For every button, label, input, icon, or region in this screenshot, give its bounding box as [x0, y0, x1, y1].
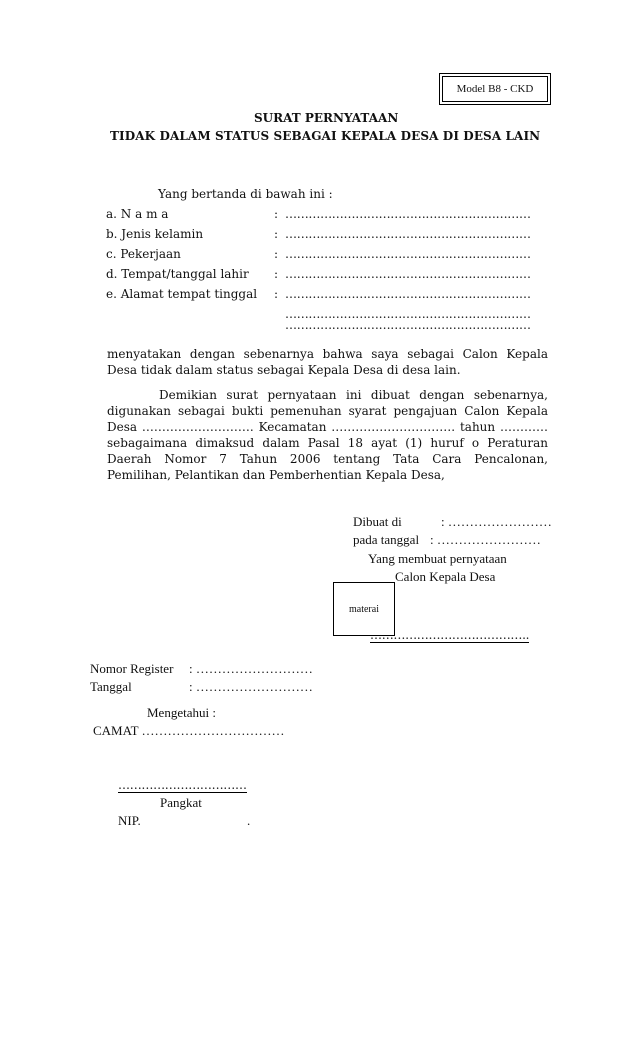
- camat-line: CAMAT ……………………………: [93, 723, 285, 738]
- date-value: : ……………………: [430, 532, 541, 547]
- intro-text: Yang bertanda di bawah ini :: [158, 187, 333, 201]
- field-label-birth: d. Tempat/tanggal lahir: [106, 267, 249, 281]
- statement-line: menyatakan dengan sebenarnya bahwa saya sebagai Calon Kepala: [107, 347, 548, 361]
- closing-line: Demikian surat pernyataan ini dibuat dengan sebenarnya,: [159, 388, 548, 402]
- field-value-address: ………………………………………………………: [285, 287, 531, 301]
- place-label: Dibuat di: [353, 514, 402, 529]
- field-label-address: e. Alamat tempat tinggal: [106, 287, 258, 301]
- maker-signature-line: …………………………………..: [370, 628, 530, 642]
- field-value-name: ………………………………………………………: [285, 207, 531, 221]
- field-sep: :: [274, 227, 279, 241]
- field-value-address-line2: ………………………………………………………: [285, 307, 531, 321]
- closing-line: sebagaimana dimaksud dalam Pasal 18 ayat (1) huruf o Peraturan: [107, 436, 548, 450]
- statement-line: Desa tidak dalam status sebagai Kepala Desa di desa lain.: [107, 363, 461, 377]
- field-value-address-line3: ………………………………………………………: [285, 318, 531, 332]
- field-sep: :: [274, 267, 279, 281]
- document-title: SURAT PERNYATAAN: [254, 111, 399, 125]
- nip-label: NIP.: [118, 813, 141, 828]
- model-code: Model B8 - CKD: [456, 83, 534, 95]
- field-sep: :: [274, 287, 279, 301]
- closing-line: digunakan sebagai bukti pemenuhan syarat pengajuan Calon Kepala: [107, 404, 548, 418]
- document-subtitle: TIDAK DALAM STATUS SEBAGAI KEPALA DESA DI DESA LAIN: [110, 129, 541, 143]
- register-number-value: : ………………………: [189, 661, 313, 676]
- field-sep: :: [274, 207, 279, 221]
- date-label: pada tanggal: [353, 532, 420, 547]
- field-label-occupation: c. Pekerjaan: [106, 247, 181, 261]
- materai-label: materai: [349, 603, 379, 615]
- field-value-occupation: ………………………………………………………: [285, 247, 531, 261]
- field-value-birth: ………………………………………………………: [285, 267, 531, 281]
- field-sep: :: [274, 247, 279, 261]
- rank-label: Pangkat: [160, 795, 202, 810]
- camat-signature-line: ……………………………: [118, 778, 247, 792]
- field-label-gender: b. Jenis kelamin: [106, 227, 204, 241]
- statement-paragraph: [107, 346, 548, 378]
- place-value: : ……………………: [441, 514, 552, 529]
- closing-line: Daerah Nomor 7 Tahun 2006 tentang Tata Cara Pencalonan,: [107, 452, 548, 466]
- register-number-label: Nomor Register: [90, 661, 174, 676]
- register-date-label: Tanggal: [90, 679, 132, 694]
- maker-role: Calon Kepala Desa: [395, 569, 496, 584]
- field-label-name: a. N a m a: [106, 207, 169, 221]
- closing-line: Desa ………………………. Kecamatan …………………………. tahun …………: [107, 420, 548, 434]
- nip-end: .: [247, 813, 251, 828]
- closing-line: Pemilihan, Pelantikan dan Pemberhentian Kepala Desa,: [107, 468, 445, 482]
- closing-paragraph: [107, 387, 548, 483]
- acknowledgement-label: Mengetahui :: [147, 705, 216, 720]
- model-code-box: [442, 76, 548, 102]
- maker-title: Yang membuat pernyataan: [368, 551, 507, 566]
- field-value-gender: ………………………………………………………: [285, 227, 531, 241]
- register-date-value: : ………………………: [189, 679, 313, 694]
